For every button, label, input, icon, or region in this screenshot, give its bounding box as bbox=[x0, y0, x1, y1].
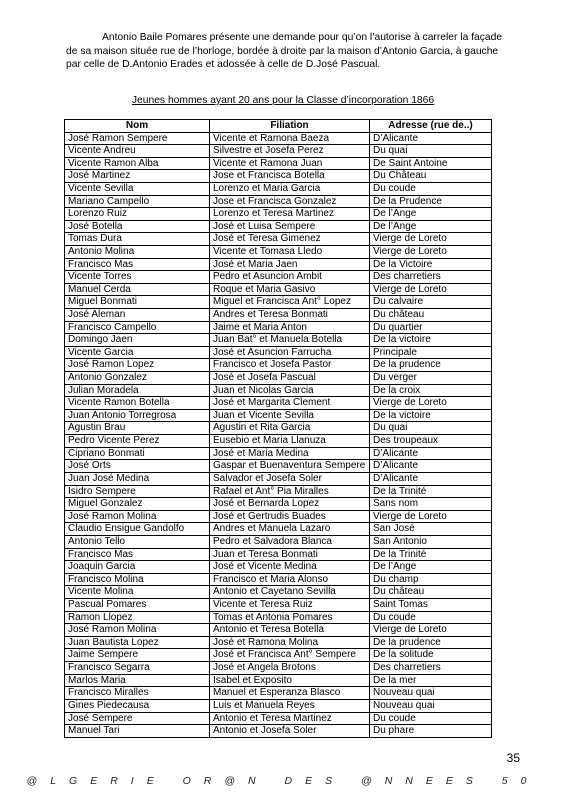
cell-filiation: Andres et Manuela Lazaro bbox=[210, 523, 370, 536]
cell-filiation: Antonio et Cayetano Sevilla bbox=[210, 586, 370, 599]
table-row bbox=[65, 725, 492, 738]
table-row bbox=[65, 699, 492, 712]
cell-adresse: De la mer bbox=[370, 674, 492, 687]
cell-nom: Francisco Campello bbox=[65, 321, 210, 334]
cell-adresse: Des troupeaux bbox=[370, 435, 492, 448]
table-row bbox=[65, 510, 492, 523]
cell-adresse: Vierge de Loreto bbox=[370, 233, 492, 246]
cell-adresse: Saint Tomas bbox=[370, 598, 492, 611]
cell-nom: Juan Bautista Lopez bbox=[65, 636, 210, 649]
cell-adresse: Du coude bbox=[370, 712, 492, 725]
table-row bbox=[65, 220, 492, 233]
cell-adresse: Vierge de Loreto bbox=[370, 283, 492, 296]
cell-filiation: Pedro et Salvadora Blanca bbox=[210, 536, 370, 549]
cell-adresse: Du quai bbox=[370, 145, 492, 158]
cell-filiation: Luis et Manuela Reyes bbox=[210, 699, 370, 712]
cell-filiation: Andres et Teresa Bonmati bbox=[210, 309, 370, 322]
table-row bbox=[65, 132, 492, 145]
cell-adresse: De l’Ange bbox=[370, 561, 492, 574]
cell-adresse: De l’Ange bbox=[370, 208, 492, 221]
table-row bbox=[65, 611, 492, 624]
cell-nom: Ramon Llopez bbox=[65, 611, 210, 624]
cell-nom: Jaime Sempere bbox=[65, 649, 210, 662]
cell-filiation: Jose et Francisca Gonzalez bbox=[210, 195, 370, 208]
cell-nom: Manuel Cerda bbox=[65, 283, 210, 296]
table-row bbox=[65, 359, 492, 372]
cell-adresse: Vierge de Loreto bbox=[370, 624, 492, 637]
cell-nom: Cipriano Bonmati bbox=[65, 447, 210, 460]
cell-nom: José Martinez bbox=[65, 170, 210, 183]
cell-nom: Vicente Ramon Botella bbox=[65, 397, 210, 410]
cell-adresse: Du quartier bbox=[370, 321, 492, 334]
cell-adresse: De la prudence bbox=[370, 359, 492, 372]
cell-nom: Francisco Molina bbox=[65, 573, 210, 586]
cell-nom: Francisco Mas bbox=[65, 258, 210, 271]
cell-adresse: Du quai bbox=[370, 422, 492, 435]
cell-filiation: José et Teresa Gimenez bbox=[210, 233, 370, 246]
header-adresse: Adresse (rue de..) bbox=[370, 120, 492, 133]
cell-nom: Antonio Molina bbox=[65, 245, 210, 258]
cell-adresse: Sans nom bbox=[370, 498, 492, 511]
header-nom: Nom bbox=[65, 120, 210, 133]
cell-filiation: Vicente et Ramona Juan bbox=[210, 157, 370, 170]
cell-adresse: De la victoire bbox=[370, 409, 492, 422]
cell-nom: Agustin Brau bbox=[65, 422, 210, 435]
table-row bbox=[65, 245, 492, 258]
table-row bbox=[65, 624, 492, 637]
cell-adresse: Du verger bbox=[370, 372, 492, 385]
cell-filiation: Vicente et Ramona Baeza bbox=[210, 132, 370, 145]
cell-filiation: Antonio et Teresa Martinez bbox=[210, 712, 370, 725]
table-body bbox=[65, 132, 492, 737]
table-row bbox=[65, 473, 492, 486]
cell-filiation: Roque et Maria Gasivo bbox=[210, 283, 370, 296]
table-row bbox=[65, 170, 492, 183]
cell-adresse: De la prudence bbox=[370, 636, 492, 649]
cell-nom: Mariano Campello bbox=[65, 195, 210, 208]
cell-adresse: De la croix bbox=[370, 384, 492, 397]
cell-nom: José Aleman bbox=[65, 309, 210, 322]
cell-nom: Pascual Pomares bbox=[65, 598, 210, 611]
cell-nom: Francisco Miralles bbox=[65, 687, 210, 700]
cell-adresse: De la Trinité bbox=[370, 485, 492, 498]
intro-paragraph bbox=[66, 31, 506, 72]
cell-adresse: De l’Ange bbox=[370, 220, 492, 233]
cell-filiation: Lorenzo et Maria Garcia bbox=[210, 182, 370, 195]
cell-adresse: Du Château bbox=[370, 170, 492, 183]
table-row bbox=[65, 536, 492, 549]
cell-filiation: Juan et Nicolas Garcia bbox=[210, 384, 370, 397]
conscripts-table bbox=[64, 119, 492, 738]
cell-adresse: Du château bbox=[370, 309, 492, 322]
cell-filiation: José et Ramona Molina bbox=[210, 636, 370, 649]
table-row bbox=[65, 636, 492, 649]
cell-nom: Vicente Molina bbox=[65, 586, 210, 599]
cell-nom: Vicente Ramon Alba bbox=[65, 157, 210, 170]
table-row bbox=[65, 687, 492, 700]
cell-filiation: Antonio et Teresa Botella bbox=[210, 624, 370, 637]
cell-adresse: Vierge de Loreto bbox=[370, 245, 492, 258]
cell-nom: Lorenzo Ruiz bbox=[65, 208, 210, 221]
table-row bbox=[65, 182, 492, 195]
table-row bbox=[65, 208, 492, 221]
table-row bbox=[65, 409, 492, 422]
table-row bbox=[65, 435, 492, 448]
cell-filiation: Silvestre et Josefa Perez bbox=[210, 145, 370, 158]
table-row bbox=[65, 447, 492, 460]
cell-adresse: De la Trinité bbox=[370, 548, 492, 561]
cell-nom: Pedro Vicente Perez bbox=[65, 435, 210, 448]
cell-adresse: Du coude bbox=[370, 611, 492, 624]
cell-nom: Vicente Sevilla bbox=[65, 182, 210, 195]
cell-nom: Vicente Andreu bbox=[65, 145, 210, 158]
cell-filiation: José et Maria Medina bbox=[210, 447, 370, 460]
cell-nom: Miguel Gonzalez bbox=[65, 498, 210, 511]
cell-filiation: Vicente et Teresa Ruiz bbox=[210, 598, 370, 611]
table-title: Jeunes hommes ayant 20 ans pour la Classe d’incorporation 1866 bbox=[131, 95, 435, 106]
cell-nom: Domingo Jaen bbox=[65, 334, 210, 347]
table-row bbox=[65, 662, 492, 675]
cell-filiation: Salvador et Josefa Soler bbox=[210, 473, 370, 486]
cell-adresse: San José bbox=[370, 523, 492, 536]
cell-filiation: José et Vicente Medina bbox=[210, 561, 370, 574]
cell-nom: Joaquin Garcia bbox=[65, 561, 210, 574]
table-header-row bbox=[65, 120, 492, 133]
cell-nom: Tomas Dura bbox=[65, 233, 210, 246]
table-row bbox=[65, 283, 492, 296]
cell-nom: José Orts bbox=[65, 460, 210, 473]
cell-filiation: José et Gertrudis Buades bbox=[210, 510, 370, 523]
cell-nom: Marlos Maria bbox=[65, 674, 210, 687]
cell-nom: Isidro Sempere bbox=[65, 485, 210, 498]
cell-adresse: De Saint Antoine bbox=[370, 157, 492, 170]
cell-adresse: D’Alicante bbox=[370, 473, 492, 486]
cell-filiation: Lorenzo et Teresa Martinez bbox=[210, 208, 370, 221]
cell-adresse: De la Prudence bbox=[370, 195, 492, 208]
cell-nom: Manuel Tari bbox=[65, 725, 210, 738]
cell-filiation: Francisco et Josefa Pastor bbox=[210, 359, 370, 372]
table-row bbox=[65, 157, 492, 170]
table-row bbox=[65, 598, 492, 611]
intro-text: Antonio Baile Pomares présente une demande pour qu’on l’autorise à carreler la façade de sa maison située rue de l’horloge, bordée à droite par la maison d’Antonio Garcia, à gauche par celle de D.Antonio Erades et adossée à celle de D.José Pascual. bbox=[66, 32, 503, 70]
cell-nom: José Ramon Molina bbox=[65, 624, 210, 637]
cell-filiation: José et Francisca Ant° Sempere bbox=[210, 649, 370, 662]
cell-adresse: San Antonio bbox=[370, 536, 492, 549]
table-row bbox=[65, 145, 492, 158]
cell-adresse: Nouveau quai bbox=[370, 699, 492, 712]
cell-nom: Francisco Segarra bbox=[65, 662, 210, 675]
table-row bbox=[65, 258, 492, 271]
table-row bbox=[65, 561, 492, 574]
page-number: 35 bbox=[506, 751, 520, 765]
table-row bbox=[65, 309, 492, 322]
cell-adresse: Des charretiers bbox=[370, 662, 492, 675]
cell-filiation: Tomas et Antonia Pomares bbox=[210, 611, 370, 624]
cell-filiation: Eusebio et Maria Llanuza bbox=[210, 435, 370, 448]
cell-filiation: José et Asuncion Farrucha bbox=[210, 346, 370, 359]
cell-adresse: Du champ bbox=[370, 573, 492, 586]
table-row bbox=[65, 195, 492, 208]
cell-filiation: José et Margarita Clement bbox=[210, 397, 370, 410]
cell-nom: José Ramon Sempere bbox=[65, 132, 210, 145]
table-row bbox=[65, 334, 492, 347]
cell-filiation: Pedro et Asuncion Ambit bbox=[210, 271, 370, 284]
cell-filiation: Antonio et Josefa Soler bbox=[210, 725, 370, 738]
cell-adresse: Vierge de Loreto bbox=[370, 510, 492, 523]
table-row bbox=[65, 674, 492, 687]
cell-filiation: Vicente et Tomasa Lledo bbox=[210, 245, 370, 258]
table-row bbox=[65, 712, 492, 725]
table-row bbox=[65, 296, 492, 309]
cell-filiation: Miguel et Francisca Ant° Lopez bbox=[210, 296, 370, 309]
cell-nom: Gines Piedecausa bbox=[65, 699, 210, 712]
cell-nom: Juan Antonio Torregrosa bbox=[65, 409, 210, 422]
cell-filiation: José et Josefa Pascual bbox=[210, 372, 370, 385]
table-row bbox=[65, 523, 492, 536]
cell-nom: Julian Moradela bbox=[65, 384, 210, 397]
table-row bbox=[65, 271, 492, 284]
cell-nom: Miguel Bonmati bbox=[65, 296, 210, 309]
cell-adresse: De la solitude bbox=[370, 649, 492, 662]
header-filiation: Filiation bbox=[210, 120, 370, 133]
cell-adresse: Nouveau quai bbox=[370, 687, 492, 700]
table-row bbox=[65, 460, 492, 473]
cell-filiation: José et Maria Jaen bbox=[210, 258, 370, 271]
table-row bbox=[65, 384, 492, 397]
cell-filiation: Jose et Francisca Botella bbox=[210, 170, 370, 183]
cell-adresse: Du château bbox=[370, 586, 492, 599]
cell-adresse: Des charretiers bbox=[370, 271, 492, 284]
cell-filiation: José et Angela Brotons bbox=[210, 662, 370, 675]
cell-adresse: D’Alicante bbox=[370, 460, 492, 473]
table-row bbox=[65, 573, 492, 586]
cell-nom: Juan José Medina bbox=[65, 473, 210, 486]
cell-nom: Antonio Gonzalez bbox=[65, 372, 210, 385]
cell-filiation: Isabel et Exposito bbox=[210, 674, 370, 687]
cell-filiation: Jaime et Maria Anton bbox=[210, 321, 370, 334]
cell-adresse: Du phare bbox=[370, 725, 492, 738]
cell-filiation: Francisco et Maria Alonso bbox=[210, 573, 370, 586]
table-row bbox=[65, 397, 492, 410]
cell-adresse: Vierge de Loreto bbox=[370, 397, 492, 410]
table-row bbox=[65, 548, 492, 561]
table-row bbox=[65, 346, 492, 359]
cell-adresse: Du calvaire bbox=[370, 296, 492, 309]
table-row bbox=[65, 649, 492, 662]
cell-nom: Antonio Tello bbox=[65, 536, 210, 549]
cell-adresse: D’Alicante bbox=[370, 132, 492, 145]
cell-adresse: De la victoire bbox=[370, 334, 492, 347]
cell-nom: José Ramon Molina bbox=[65, 510, 210, 523]
footer-text: @LGERIE OR@N DES @NNEES 50 bbox=[26, 775, 540, 787]
cell-nom: Vicente Garcia bbox=[65, 346, 210, 359]
cell-adresse: D’Alicante bbox=[370, 447, 492, 460]
cell-adresse: De la Victoire bbox=[370, 258, 492, 271]
cell-nom: José Ramon Lopez bbox=[65, 359, 210, 372]
cell-filiation: José et Bernarda Lopez bbox=[210, 498, 370, 511]
table-row bbox=[65, 485, 492, 498]
cell-adresse: Du coude bbox=[370, 182, 492, 195]
cell-nom: Vicente Torres bbox=[65, 271, 210, 284]
cell-filiation: Agustin et Rita Garcia bbox=[210, 422, 370, 435]
cell-nom: Francisco Mas bbox=[65, 548, 210, 561]
cell-adresse: Principale bbox=[370, 346, 492, 359]
cell-nom: José Sempere bbox=[65, 712, 210, 725]
table-row bbox=[65, 233, 492, 246]
cell-filiation: Juan Bat° et Manuela Botella bbox=[210, 334, 370, 347]
cell-filiation: Rafael et Ant° Pia Miralles bbox=[210, 485, 370, 498]
cell-filiation: Juan et Vicente Sevilla bbox=[210, 409, 370, 422]
cell-filiation: Manuel et Esperanza Blasco bbox=[210, 687, 370, 700]
table-row bbox=[65, 372, 492, 385]
cell-nom: José Botella bbox=[65, 220, 210, 233]
cell-filiation: Juan et Teresa Bonmati bbox=[210, 548, 370, 561]
cell-filiation: José et Luisa Sempere bbox=[210, 220, 370, 233]
table-row bbox=[65, 586, 492, 599]
table-row bbox=[65, 321, 492, 334]
cell-filiation: Gaspar et Buenaventura Sempere bbox=[210, 460, 370, 473]
table-row bbox=[65, 422, 492, 435]
cell-nom: Claudio Ensigue Gandolfo bbox=[65, 523, 210, 536]
table-row bbox=[65, 498, 492, 511]
